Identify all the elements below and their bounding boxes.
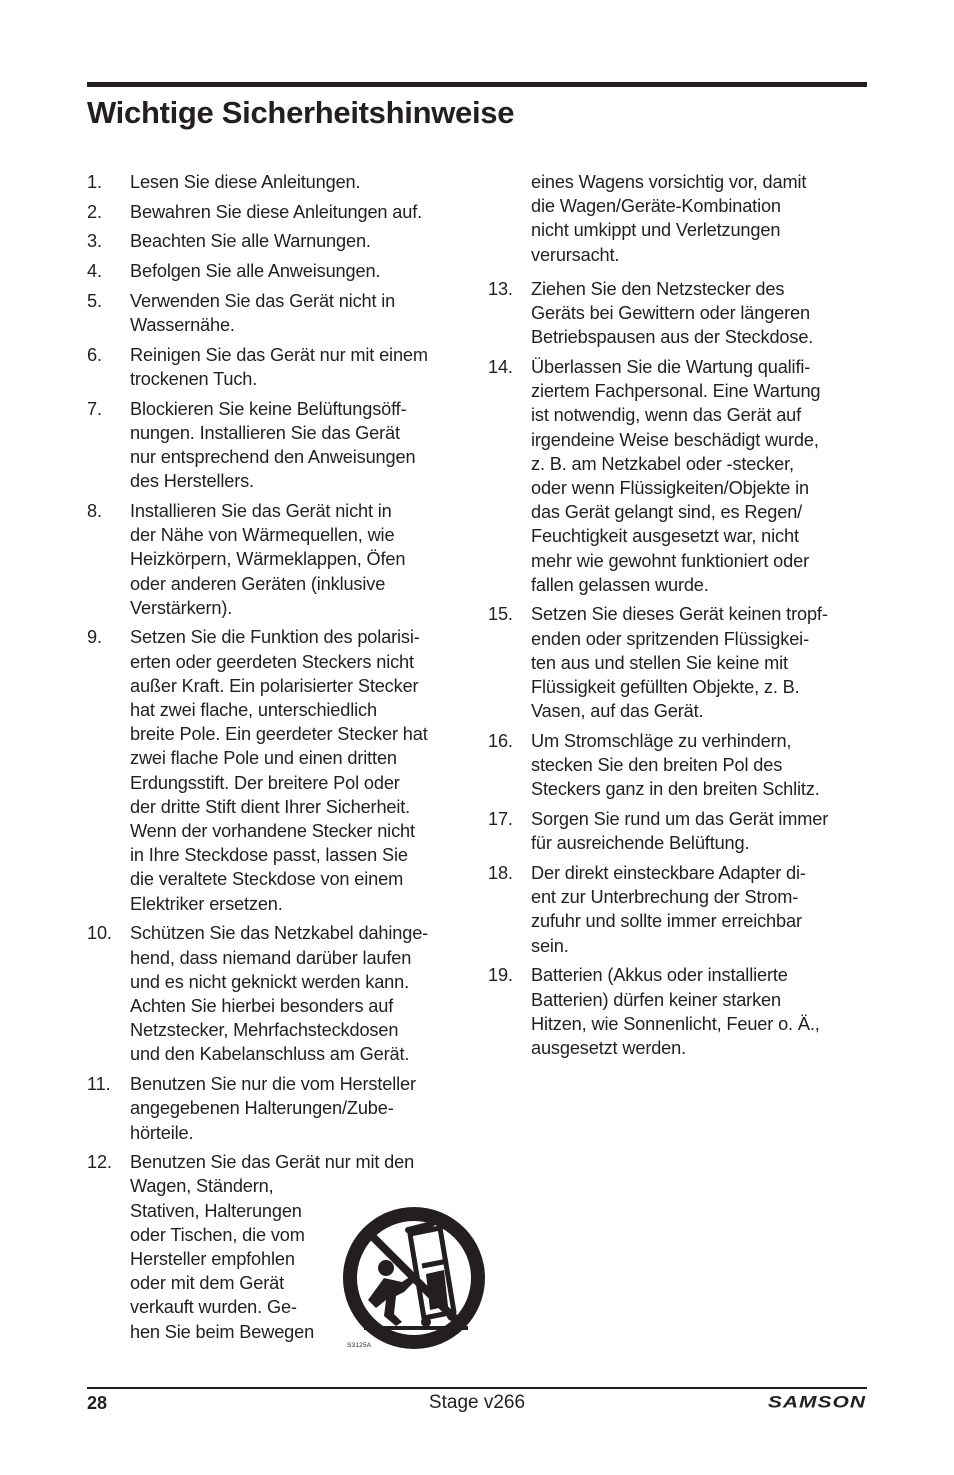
item-number: 16.	[488, 730, 513, 751]
list-item	[87, 499, 467, 620]
item-text: Blockieren Sie keine Belüftungsöff- nungen. Installieren Sie das Gerät nur entsprechend den Anweisungen des Herstellers.	[130, 398, 416, 492]
item-number: 14.	[488, 356, 513, 377]
item-text: Setzen Sie dieses Gerät keinen tropf- enden oder spritzenden Flüssigkei- ten aus und stellen Sie keine mit Flüssigkeit gefüllten Objekte, z. B. Vasen, auf das Gerät.	[531, 604, 828, 722]
item-number: 9.	[87, 627, 102, 648]
item-number: 1.	[87, 172, 102, 192]
list-item	[87, 1072, 467, 1145]
item-number: 12.	[87, 1152, 112, 1173]
brand-logo: SAMSON	[767, 1393, 866, 1412]
item-number: 15.	[488, 604, 513, 625]
list-item	[87, 289, 467, 337]
list-item	[488, 861, 868, 958]
product-model: Stage v266	[428, 1392, 526, 1413]
item-number: 2.	[87, 201, 102, 222]
item-text: Benutzen Sie nur die vom Hersteller angegebenen Halterungen/Zube- hörteile.	[130, 1074, 416, 1143]
item-text: Verwenden Sie das Gerät nicht in Wassernähe.	[130, 290, 396, 336]
list-item	[488, 807, 868, 855]
item-text: Reinigen Sie das Gerät nur mit einem trockenen Tuch.	[130, 344, 428, 389]
list-item	[87, 200, 467, 224]
list-item	[488, 602, 868, 723]
item-text: Ziehen Sie den Netzstecker des Geräts bei Gewittern oder längeren Betriebspausen aus der Steckdose.	[531, 278, 814, 348]
item-number: 19.	[488, 965, 513, 986]
list-item	[87, 170, 467, 194]
item-number: 4.	[87, 261, 102, 282]
page-title: Wichtige Sicherheitshinweise	[87, 95, 515, 130]
item-text: Installieren Sie das Gerät nicht in der Nähe von Wärmequellen, wie Heizkörpern, Wärmeklappen, Öfen oder anderen Geräten (inklusive Verstärkern).	[130, 500, 406, 618]
item-text: Batterien (Akkus oder installierte Batterien) dürfen keiner starken Hitzen, wie Sonnenlicht, Feuer o. Ä., ausgesetzt werden.	[531, 965, 820, 1058]
item-number: 18.	[488, 862, 513, 883]
list-item	[488, 355, 868, 597]
item-text: Überlassen Sie die Wartung qualifi- ziertem Fachpersonal. Eine Wartung ist notwendig, wenn das Gerät auf irgendeine Weise beschädigt wurde, z. B. am Netzkabel oder -stecker, oder wenn Flüssigkeiten/Objekte in das Gerät gelangt sind, es Regen/ Feuchtigkeit ausgesetzt war, nicht mehr wie gewohnt funktioniert oder fallen gelassen wurde.	[531, 356, 821, 595]
cart-tip-over-warning-icon	[340, 1204, 488, 1352]
list-item	[87, 343, 467, 391]
list-item	[87, 397, 467, 494]
instructions-right-column	[488, 170, 868, 1066]
item-text: Benutzen Sie das Gerät nur mit den Wagen, Ständern, Stativen, Halterungen oder Tischen, die vom Hersteller empfohlen oder mit dem Gerät verkauft wurden. Ge- hen Sie beim Bewegen	[130, 1152, 415, 1342]
list-item	[488, 963, 868, 1060]
list-item	[488, 729, 868, 802]
item-number: 3.	[87, 231, 102, 252]
list-item	[488, 277, 868, 350]
item-text: Befolgen Sie alle Anweisungen.	[130, 261, 381, 282]
instructions-left-column	[87, 170, 467, 1349]
warning-graphic-code: S3125A	[347, 1342, 372, 1349]
item-number: 13.	[488, 278, 513, 299]
list-item	[87, 921, 467, 1066]
item-number: 17.	[488, 809, 513, 830]
list-item	[87, 625, 467, 915]
item-text: Lesen Sie diese Anleitungen.	[130, 172, 361, 192]
instructions-right-list	[488, 277, 868, 1060]
item-12-continuation: eines Wagens vorsichtig vor, damit die Wagen/Geräte-Kombination nicht umkippt und Verletzungen verursacht.	[531, 172, 807, 265]
page-number: 28	[87, 1393, 108, 1413]
item-text: Der direkt einsteckbare Adapter di- ent zur Unterbrechung der Strom- zufuhr und sollte immer erreichbar sein.	[531, 862, 806, 956]
item-text: Beachten Sie alle Warnungen.	[130, 231, 371, 252]
footer-rule	[87, 1387, 867, 1389]
item-text: Sorgen Sie rund um das Gerät immer für ausreichende Belüftung.	[531, 809, 829, 854]
item-text: Bewahren Sie diese Anleitungen auf.	[130, 201, 423, 222]
item-number: 8.	[87, 500, 102, 521]
item-number: 7.	[87, 398, 102, 419]
item-number: 10.	[87, 923, 112, 944]
item-number: 5.	[87, 290, 102, 311]
item-text: Schützen Sie das Netzkabel dahinge- hend, dass niemand darüber laufen und es nicht geknickt werden kann. Achten Sie hierbei besonders auf Netzstecker, Mehrfachsteckdosen und den Kabelanschluss am Gerät.	[130, 923, 429, 1065]
top-rule	[87, 82, 867, 87]
item-text: Setzen Sie die Funktion des polarisi- erten oder geerdeten Steckers nicht außer Kraft. Ein polarisierter Stecker hat zwei flache, unterschiedlich breite Pole. Ein geerdeter Stecker hat zwei flache Pole und einen dritten Erdungsstift. Der breitere Pol oder der dritte Stift dient Ihrer Sicherheit. Wenn der vorhandene Stecker nicht in Ihre Steckdose passt, lassen Sie die veraltete Steckdose von einem Elektriker ersetzen.	[130, 627, 428, 914]
item-text: Um Stromschläge zu verhindern, stecken Sie den breiten Pol des Steckers ganz in den breiten Schlitz.	[531, 730, 820, 800]
list-item	[87, 229, 467, 253]
item-number: 11.	[87, 1074, 111, 1095]
item-number: 6.	[87, 344, 102, 365]
list-item	[87, 259, 467, 283]
